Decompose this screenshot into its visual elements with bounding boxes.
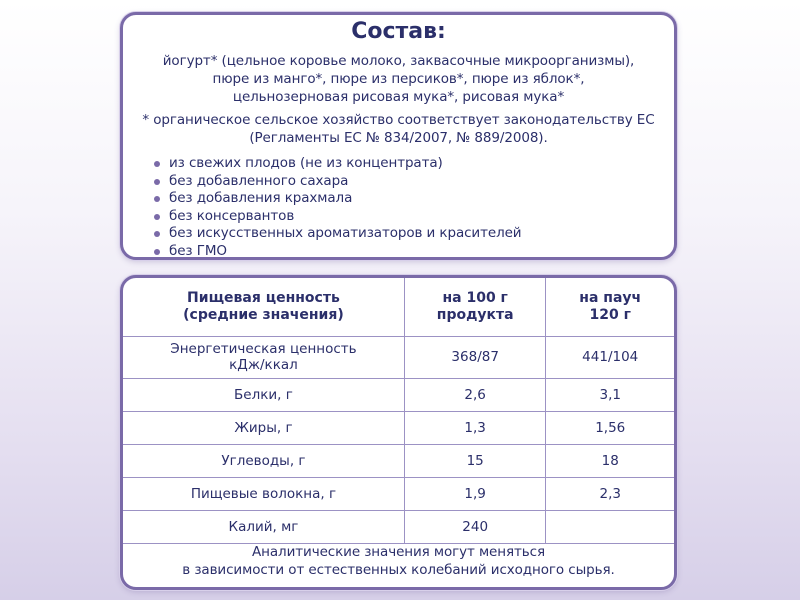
table-row [123, 336, 674, 378]
row-label-text: Энергетическая ценность [170, 341, 357, 357]
header-text: 120 г [589, 306, 631, 323]
feature-item [151, 190, 522, 208]
feature-item [151, 243, 522, 261]
value-per-100g: 15 [404, 444, 546, 477]
row-label: Углеводы, г [123, 444, 404, 477]
value-per-pouch [546, 510, 674, 543]
feature-label: без добавления крахмала [169, 190, 353, 206]
table-row [123, 411, 674, 444]
features-list [151, 155, 522, 260]
header-text: на 100 г [442, 289, 508, 306]
ingredients-text [123, 52, 674, 106]
feature-label: без ГМО [169, 242, 227, 259]
table-row [123, 477, 674, 510]
table-row [123, 378, 674, 411]
nutrition-panel [120, 275, 677, 590]
value-per-100g: 1,9 [404, 477, 546, 510]
ingredients-line: цельнозерновая рисовая мука*, рисовая мука* [232, 89, 565, 105]
value-per-pouch: 2,3 [546, 477, 674, 510]
value-per-pouch: 3,1 [546, 378, 674, 411]
nutrition-table [123, 278, 674, 544]
value-per-100g: 240 [404, 510, 546, 543]
value-per-100g: 1,3 [404, 411, 546, 444]
analytical-note [123, 543, 674, 579]
composition-panel [120, 12, 677, 260]
value-per-pouch: 441/104 [546, 336, 674, 378]
ingredients-line: пюре из манго*, пюре из персиков*, пюре из яблок*, [212, 71, 585, 87]
row-label: Калий, мг [123, 510, 404, 543]
ingredients-line: йогурт* (цельное коровье молоко, заквасочные микроорганизмы), [162, 53, 635, 69]
table-header-row [123, 278, 674, 336]
bullet-icon [154, 231, 160, 237]
row-label: Пищевые волокна, г [123, 477, 404, 510]
analytical-note-line: в зависимости от естественных колебаний исходного сырья. [182, 562, 615, 578]
value-per-pouch: 18 [546, 444, 674, 477]
header-nutrition-value [123, 278, 404, 336]
feature-label: из свежих плодов (не из концентрата) [169, 155, 443, 171]
feature-label: без консервантов [169, 207, 295, 224]
bullet-icon [154, 249, 160, 255]
value-per-100g: 2,6 [404, 378, 546, 411]
header-per-100g [404, 278, 546, 336]
value-per-pouch: 1,56 [546, 411, 674, 444]
analytical-note-line: Аналитические значения могут меняться [252, 544, 545, 560]
feature-label: без добавленного сахара [169, 172, 349, 189]
feature-item [151, 173, 522, 191]
header-text: Пищевая ценность [187, 289, 340, 306]
row-label-text: кДж/ккал [229, 357, 298, 373]
table-row [123, 510, 674, 543]
header-per-pouch [546, 278, 674, 336]
feature-item [151, 155, 522, 173]
feature-label: без искусственных ароматизаторов и красителей [169, 225, 522, 241]
bullet-icon [154, 161, 160, 167]
header-text: продукта [436, 306, 514, 323]
row-label: Белки, г [123, 378, 404, 411]
value-per-100g: 368/87 [404, 336, 546, 378]
organic-note-line: (Регламенты ЕС № 834/2007, № 889/2008). [249, 130, 548, 146]
feature-item [151, 208, 522, 226]
composition-title: Состав: [351, 19, 446, 44]
feature-item [151, 225, 522, 243]
bullet-icon [154, 196, 160, 202]
organic-note [123, 111, 674, 147]
row-label [123, 336, 404, 378]
table-row [123, 444, 674, 477]
bullet-icon [154, 179, 160, 185]
organic-note-line: * органическое сельское хозяйство соответствует законодательству ЕС [142, 112, 655, 128]
row-label: Жиры, г [123, 411, 404, 444]
bullet-icon [154, 214, 160, 220]
header-text: на пауч [579, 289, 642, 306]
header-text: (средние значения) [183, 306, 344, 323]
